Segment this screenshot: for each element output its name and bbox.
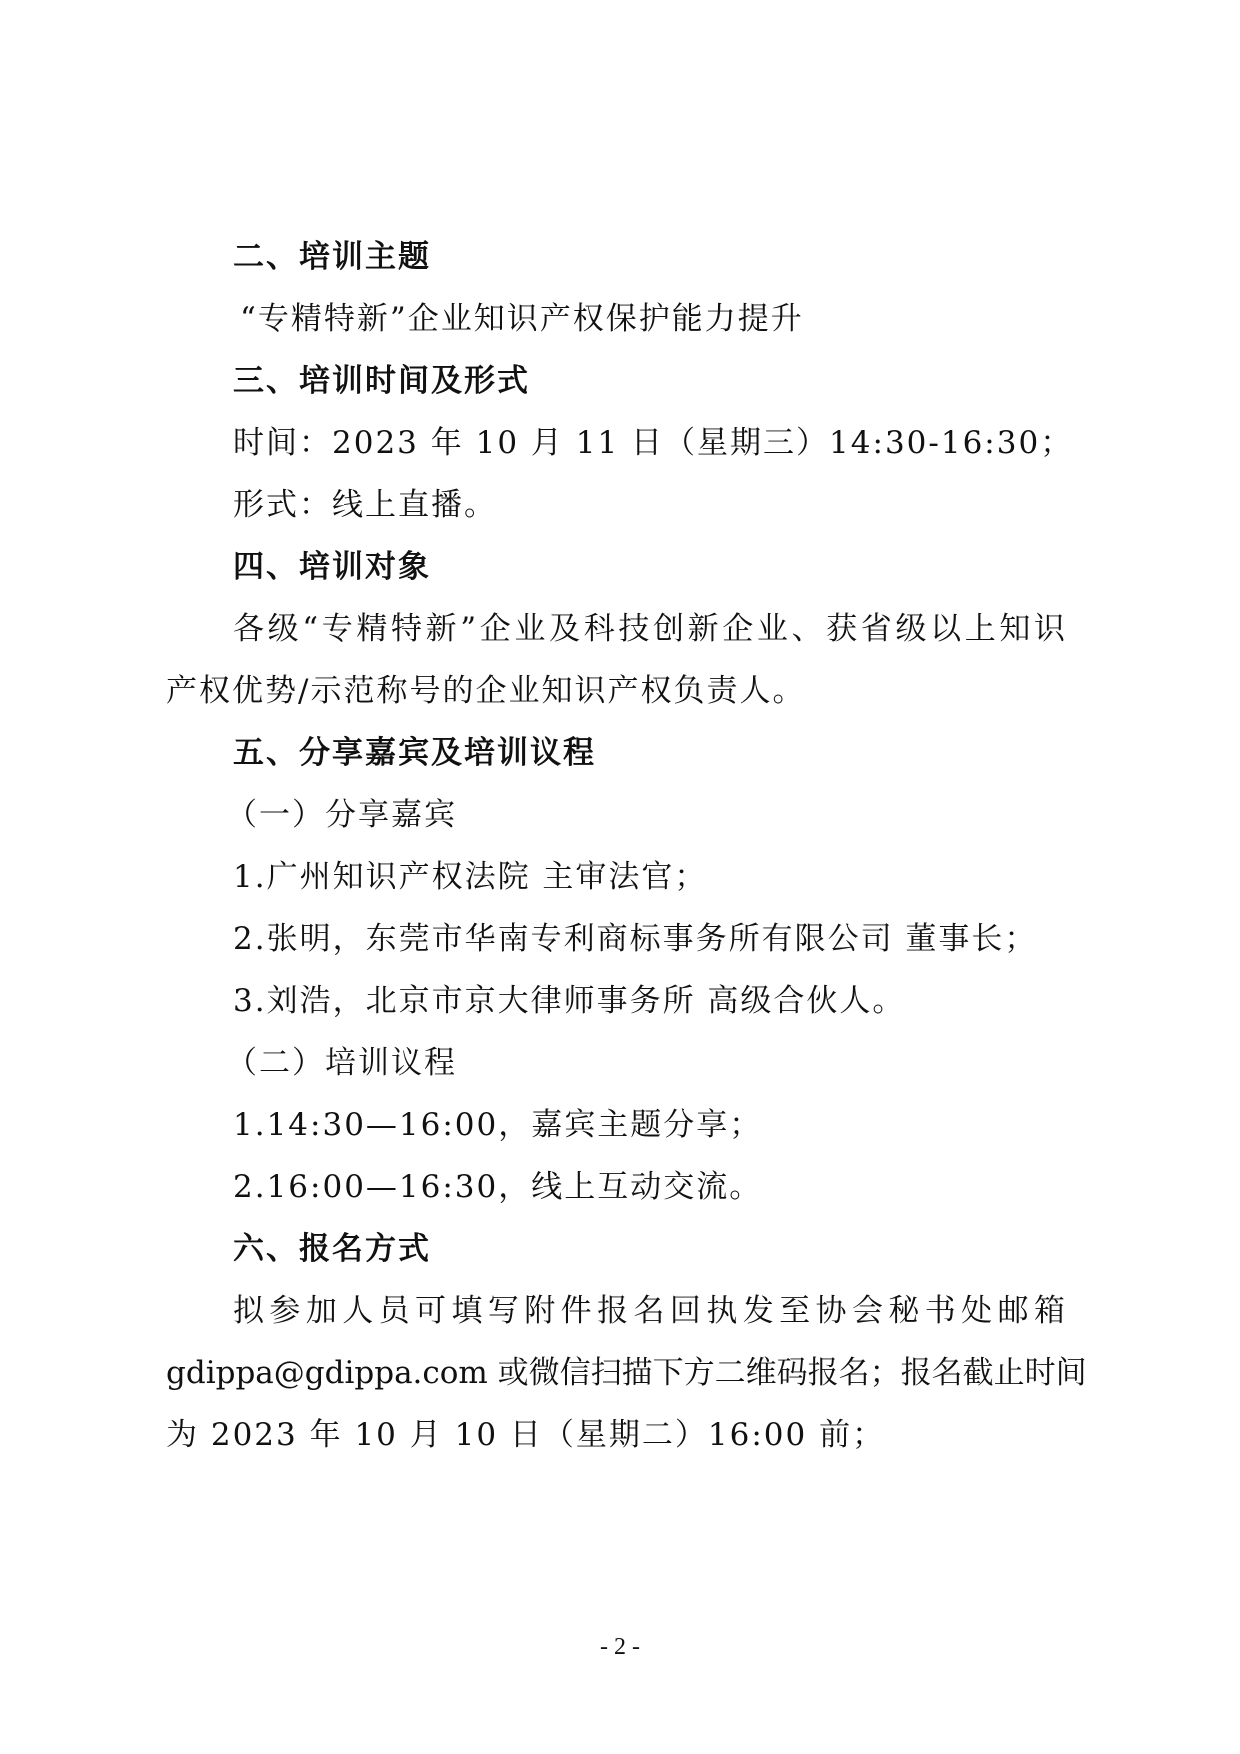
section-heading-guests-agenda: 五、分享嘉宾及培训议程 [233,735,596,771]
registration-line-2: gdippa@gdippa.com 或微信扫描下方二维码报名；报名截止时间 [166,1355,1087,1391]
section-heading-topic: 二、培训主题 [233,239,431,275]
section-heading-audience: 四、培训对象 [233,549,431,585]
section-heading-registration: 六、报名方式 [233,1231,431,1267]
audience-line-1: 各级“专精特新”企业及科技创新企业、获省级以上知识 [233,611,1065,647]
training-time: 时间：2023 年 10 月 11 日（星期三）14:30-16:30； [233,425,1074,461]
page-number: - 2 - [600,1634,640,1660]
guest-item-1: 1.广州知识产权法院 主审法官； [233,859,708,895]
registration-line-1: 拟参加人员可填写附件报名回执发至协会秘书处邮箱 [233,1293,1065,1329]
audience-line-2: 产权优势/示范称号的企业知识产权负责人。 [166,673,806,709]
guest-item-3: 3.刘浩，北京市京大律师事务所 高级合伙人。 [233,983,906,1019]
agenda-item-2: 2.16:00—16:30，线上互动交流。 [233,1169,763,1205]
registration-line-3: 为 2023 年 10 月 10 日（星期二）16:00 前； [166,1417,886,1453]
section-heading-time-format: 三、培训时间及形式 [233,363,530,399]
guest-item-2: 2.张明，东莞市华南专利商标事务所有限公司 董事长； [233,921,1038,957]
guests-subheading: （一）分享嘉宾 [226,797,457,833]
agenda-item-1: 1.14:30—16:00，嘉宾主题分享； [233,1107,763,1143]
topic-text: “专精特新”企业知识产权保护能力提升 [240,301,804,337]
agenda-subheading: （二）培训议程 [226,1045,457,1081]
training-format: 形式：线上直播。 [233,487,497,523]
